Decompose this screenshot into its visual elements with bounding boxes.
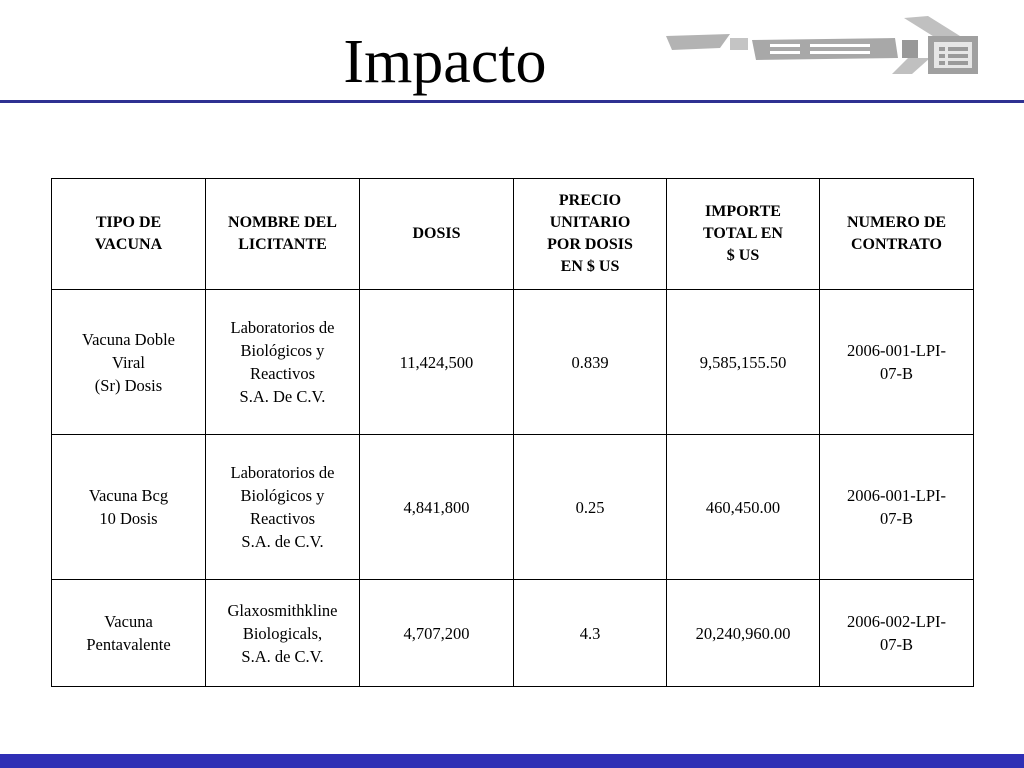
cell-licitante: Glaxosmithkline Biologicals, S.A. de C.V. bbox=[206, 580, 360, 687]
header-dosis: DOSIS bbox=[360, 179, 514, 290]
header-precio-unitario: PRECIO UNITARIO POR DOSIS EN $ US bbox=[514, 179, 667, 290]
cell-dosis: 11,424,500 bbox=[360, 290, 514, 435]
header-numero-de-contrato: NUMERO DE CONTRATO bbox=[820, 179, 974, 290]
page-title: Impacto bbox=[343, 28, 547, 96]
cell-importe: 9,585,155.50 bbox=[667, 290, 820, 435]
footer-bar bbox=[0, 754, 1024, 768]
table-row bbox=[52, 580, 974, 687]
cell-dosis: 4,707,200 bbox=[360, 580, 514, 687]
cell-dosis: 4,841,800 bbox=[360, 435, 514, 580]
cell-tipo: Vacuna Doble Viral (Sr) Dosis bbox=[52, 290, 206, 435]
cell-precio: 4.3 bbox=[514, 580, 667, 687]
cell-precio: 0.25 bbox=[514, 435, 667, 580]
cell-licitante: Laboratorios de Biológicos y Reactivos S.A. De C.V. bbox=[206, 290, 360, 435]
cell-contrato: 2006-001-LPI- 07-B bbox=[820, 290, 974, 435]
header-importe-total: IMPORTE TOTAL EN $ US bbox=[667, 179, 820, 290]
table-row bbox=[52, 290, 974, 435]
vaccine-contracts-table bbox=[51, 178, 974, 687]
table-row bbox=[52, 435, 974, 580]
cell-tipo: Vacuna Bcg 10 Dosis bbox=[52, 435, 206, 580]
cell-contrato: 2006-002-LPI- 07-B bbox=[820, 580, 974, 687]
header-divider bbox=[0, 100, 1024, 103]
cell-importe: 20,240,960.00 bbox=[667, 580, 820, 687]
header-nombre-del-licitante: NOMBRE DEL LICITANTE bbox=[206, 179, 360, 290]
cell-tipo: Vacuna Pentavalente bbox=[52, 580, 206, 687]
table-header-row bbox=[52, 179, 974, 290]
header-tipo-de-vacuna: TIPO DE VACUNA bbox=[52, 179, 206, 290]
document-list-icon bbox=[660, 14, 990, 84]
cell-importe: 460,450.00 bbox=[667, 435, 820, 580]
cell-contrato: 2006-001-LPI- 07-B bbox=[820, 435, 974, 580]
cell-licitante: Laboratorios de Biológicos y Reactivos S.A. de C.V. bbox=[206, 435, 360, 580]
cell-precio: 0.839 bbox=[514, 290, 667, 435]
